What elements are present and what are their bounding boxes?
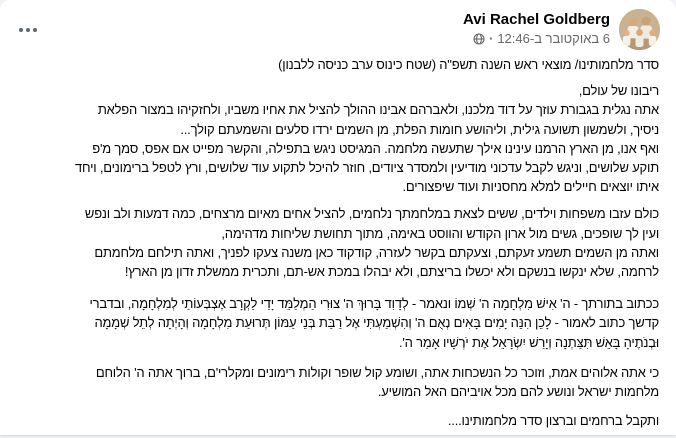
more-options-button[interactable]: [12, 18, 44, 42]
post-meta[interactable]: [463, 31, 610, 47]
post-text-line: ככתוב בתורתך - ה' אִישׁ מִלְחָמָה ה' שְׁמוֹ ונאמר - לְדָוִד בָּרוּךְ ה' צוּרִי הַמְלַמֵּד יָדַי לַקְרָב אֶצְבְּעוֹתַי לְמִלְחָמָה, ובדברי: [89, 296, 659, 312]
globe-privacy-icon: [473, 33, 485, 45]
post-text-line: קדשך כתוב לאמור - לָכֵן הִנֵּה יָמִים בָּאִים נְאֻם ה' וְהִשְׁמַעְתִּי אֶל רַבַּת בְּנֵי עַמּוֹן תְּרוּעַת מִלְחָמָה וְהָיְתָה לְתֵל שְׁמָמָה: [94, 315, 659, 331]
post-text-line: כולם עזבו משפחות וילדים, ששים לצאת במלחמתך נלחמים, להציל אחים מאיום מרצחים, כמה דמעות ולב ונפש: [84, 206, 659, 222]
post-text-line: ניסיך, ולשמשון תשועה גילית, וליהושע חומות הפלת, מן השמים ירדו סלעים והשמעתם קולך...: [180, 121, 659, 137]
post-text-line: ריבונו של עולם,: [578, 83, 659, 99]
post-paragraph: [10, 81, 659, 196]
post-paragraph: [10, 55, 659, 74]
post-paragraph: [10, 294, 659, 352]
author-name[interactable]: Avi Rachel Goldberg: [463, 11, 610, 28]
meta-separator: ·: [488, 31, 494, 46]
post-text: [10, 55, 659, 438]
post-text-line: ועין לך שופכים, גשים מול ארון הקודש והווסט באימה, מתוך תחושת שליחות מדהימה,: [221, 225, 659, 241]
post-text-line: סדר מלחמותינו/ מוצאי ראש השנה תשפ"ה (שטח כינוס ערב כניסה ללבנון): [278, 57, 659, 72]
post-timestamp[interactable]: 6 באוקטובר ב-12:46: [497, 31, 610, 46]
post-text-line: מלחמות ישראל ונושע להם מכל אויביהם האל המושיע.: [377, 384, 659, 400]
post-text-line: כי אתה אלוהים אמת, וזוכר כל הנשכחות אתה, ושומע קול שופר וקולות רימונים ומקלרי'ם, ברוך אתה ה' הלוחם: [95, 364, 659, 380]
more-horizontal-dots-icon: [18, 27, 38, 33]
post-text-line: ותקבל ברחמים וברצון סדר מלחמותינו....: [447, 413, 659, 429]
post-text-line: אתה נגלית בגבורת עוזך על דוד מלכנו, ולאברהם אבינו ההולך להציל את אחיו משביו, ולחזקיהו במצור הפלאת: [97, 102, 659, 118]
post-text-line: ואתה מן השמים תשמע זעקתם, וצעקתם בקשר לעזרה, קודקוד כאן משנה צעקו לפניך, ואתה תילחם מלחמתם: [94, 244, 659, 260]
profile-avatar[interactable]: [619, 9, 660, 50]
post-paragraph: [10, 363, 659, 401]
post-header-text: [463, 10, 610, 47]
post-paragraph: [10, 204, 659, 281]
avatar-family-photo: [619, 9, 660, 50]
post-text-line: לרחמה, שלא ינקשו בנשקם ולא יכשלו בריצתם, ולא יבהלו במכת אש-תם, ותכרית ממשלת זדון מן הארץ!: [124, 264, 659, 280]
post-paragraph: [10, 411, 659, 430]
post-text-line: תוקע שלושים, וניגש לקבל עדכוני מודיעין ולמסדר ציודים, חוזר להיכל לתקוע עוד שלושים, ורץ לטפל ברימונים, ויחד: [75, 160, 659, 176]
post-text-line: ואף אנו, מן הארץ הרמנו עינינו אילך שתעשה מלחמה. המגיסט ניגש בתפילה, והקשר מפייט אם אפס, סמך מ'פ: [92, 140, 659, 156]
post-text-line: וּבְנֹתֶיהָ בָּאֵשׁ תִּצַּתְנָה וְיָרַשׁ יִשְׂרָאֵל אֶת יֹרְשָׁיו אָמַר ה'.: [398, 334, 659, 350]
post-header: [0, 0, 676, 52]
post-text-line: איתו יוצאים חיילים למלא מחסניות ועוד שיפצורים.: [402, 179, 659, 195]
